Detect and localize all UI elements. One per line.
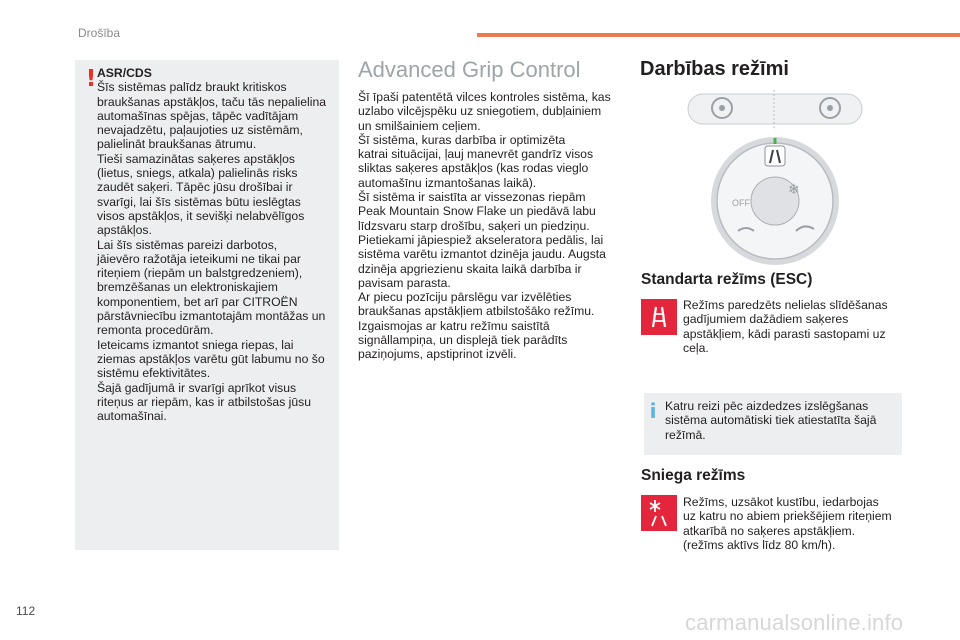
svg-text:❄: ❄ bbox=[788, 182, 800, 198]
agc-title: Advanced Grip Control bbox=[358, 57, 581, 82]
warning-icon: ! bbox=[85, 66, 97, 92]
standard-mode-text: Režīms paredzēts nelielas slīdēšanas gadījumiem dažādiem saķeres apstākļiem, kādi parasti sastopami uz ceļa. bbox=[683, 298, 888, 355]
mode-selector-dial-illustration bbox=[680, 86, 870, 272]
watermark: carmanualsonline.info bbox=[685, 610, 904, 635]
info-text: Katru reizi pēc aizdedzes izslēgšanas sistēma automātiski tiek atiestatīta šajā režīmā. bbox=[665, 399, 877, 442]
standard-mode-heading: Standarta režīms (ESC) bbox=[641, 271, 813, 288]
info-box bbox=[644, 393, 902, 455]
snow-mode-text: Režīms, uzsākot kustību, iedarbojas uz katru no abiem priekšējiem riteņiem atkarībā no saķeres apstākļiem. (režīms aktīvs līdz 80 km/h). bbox=[683, 495, 892, 552]
snow-mode-heading: Sniega režīms bbox=[641, 467, 746, 484]
info-icon: i bbox=[649, 399, 657, 423]
standard-mode-icon bbox=[641, 299, 677, 335]
dial-off-label: OFF bbox=[732, 198, 750, 208]
warning-title: ASR/CDS bbox=[97, 66, 152, 80]
agc-body: Šī īpaši patentētā vilces kontroles sistēma, kas uzlabo vilcējspēku uz sniegotiem, dubļainiem un smilšainiem ceļiem. Šī sistēma, kuras darbība ir optimizēta katrai situācijai, ļauj manevrēt gandrīz visos sliktas saķeres apstākļos (kas rodas vieglo automašīnu izmantošanas laikā). Šī sistēma ir saistīta ar vissezonas riepām Peak Mountain Snow Flake un piedāvā labu līdzsvaru starp drošību, saķeri un piedziņu. Pietiekami jāpiespiež akseleratora pedālis, lai sistēma varētu izmantot dzinēja jaudu. Augsta dzinēja apgriezienu skaita laikā darbība ir pavisam parasta. Ar piecu pozīciju pārslēgu var izvēlēties braukšanas apstākļiem atbilstošāko režīmu. Izgaismojas ar katru režīmu saistītā signāllampiņa, un displejā tiek parādīts paziņojums, apstiprinot izvēli. bbox=[358, 90, 611, 362]
section-label: Drošība bbox=[78, 26, 121, 40]
warning-box bbox=[75, 60, 339, 550]
warning-body: Šīs sistēmas palīdz braukt kritiskos braukšanas apstākļos, taču tās nepalielina automašīnas spējas, tāpēc vadītājam nevajadzētu, paļaujoties uz sistēmām, palielināt braukšanas ātrumu. Tieši samazinātas saķeres apstākļos (lietus, sniegs, atkala) palielinās risks zaudēt saķeri. Tāpēc jūsu drošībai ir svarīgi, lai šīs sistēmas būtu ieslēgtas visos apstākļos, it sevišķi nelabvēlīgos apstākļos. Lai šīs sistēmas pareizi darbotos, jāievēro ražotāja ieteikumi ne tikai par riteņiem (riepām un balstgredzeniem), bremzēšanas un elektroniskajiem komponentiem, bet arī par CITROËN pārstāvniecību izmantotajām montāžas un remonta procedūrām. Ieteicams izmantot sniega riepas, lai ziemas apstākļos varētu gūt labumu no šo sistēmu efektivitātes. Šajā gadījumā ir svarīgi aprīkot visus riteņus ar riepām, kas ir atbilstošas jūsu automašīnai. bbox=[97, 80, 326, 424]
snow-mode-icon bbox=[641, 495, 677, 531]
warning-text bbox=[97, 66, 335, 423]
steering-wheel-icon bbox=[688, 90, 862, 130]
page-number: 112 bbox=[16, 604, 36, 618]
rotary-dial-icon bbox=[711, 137, 839, 265]
modes-title: Darbības režīmi bbox=[640, 58, 789, 80]
header-accent-bar bbox=[477, 33, 960, 37]
